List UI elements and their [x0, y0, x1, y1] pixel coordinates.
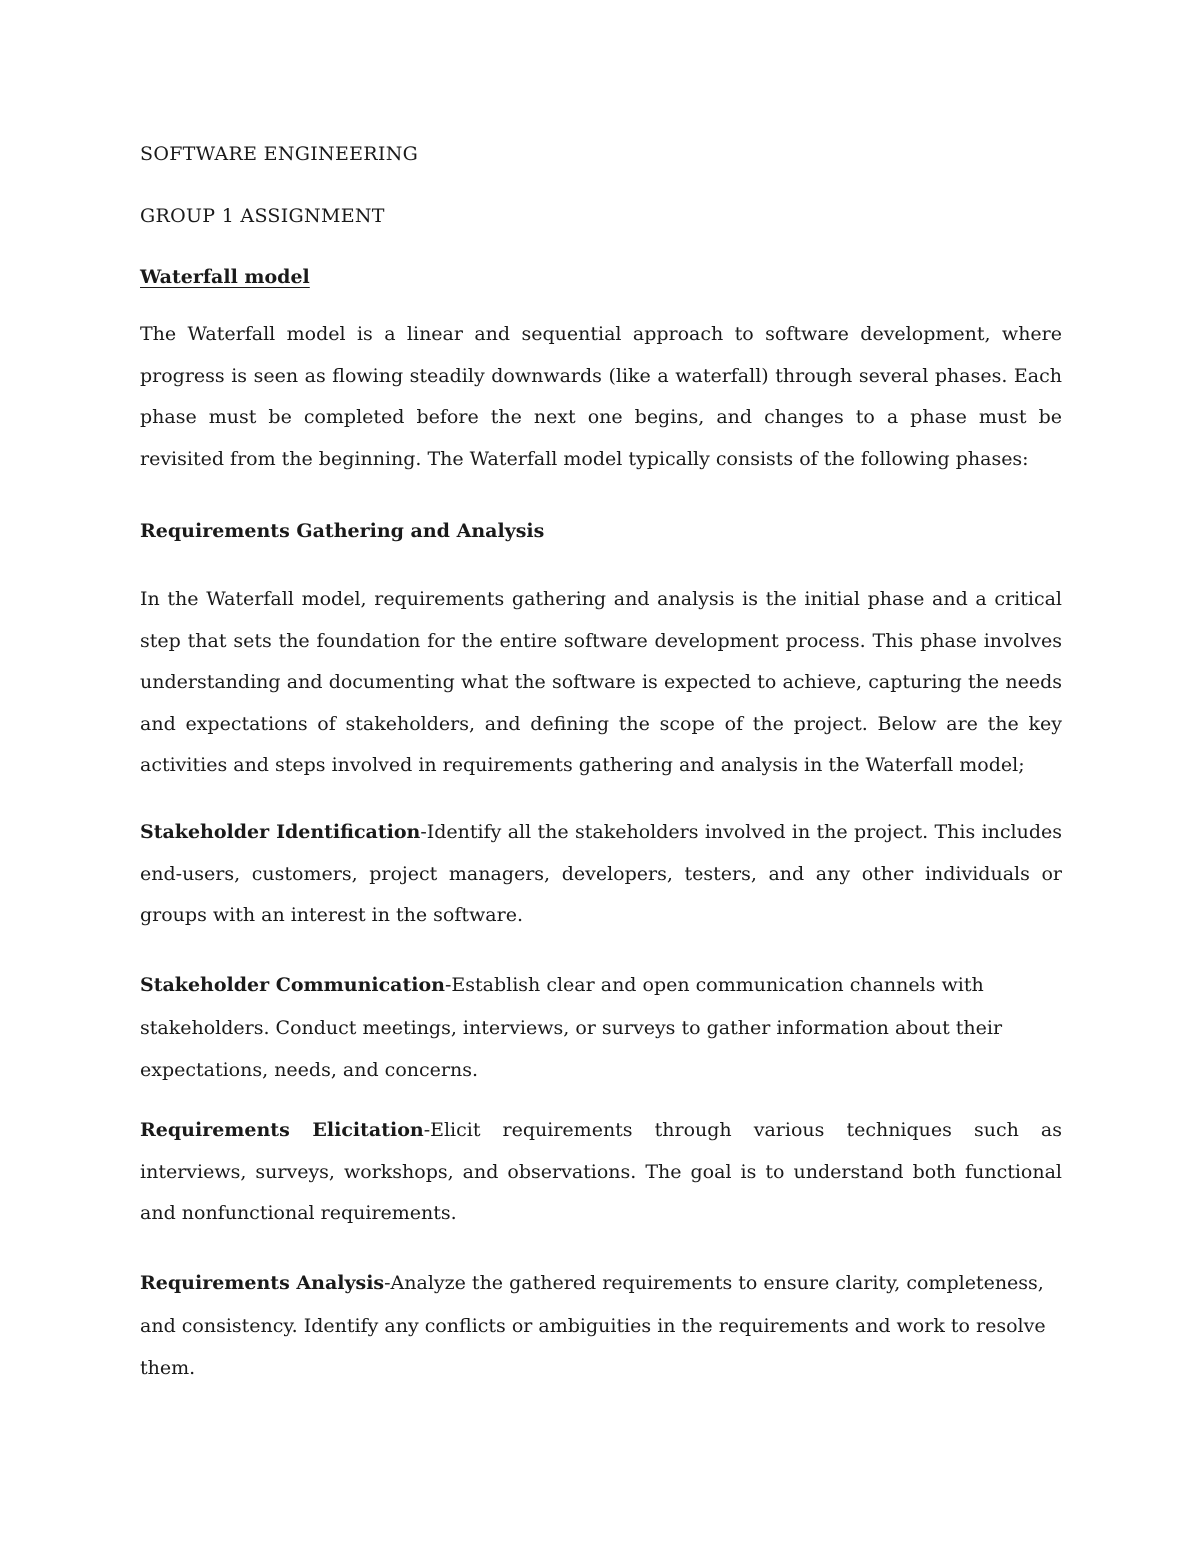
activity-term: Stakeholder Identification	[140, 821, 421, 843]
activity-text: -Identify all the stakeholders involved in the project. This includes end-users, customers, project managers, developers, testers, and any other individuals or groups with an interest in the software.	[140, 821, 1062, 926]
section-heading-waterfall: Waterfall model	[140, 266, 310, 288]
document-title: SOFTWARE ENGINEERING	[140, 143, 419, 165]
paragraph-requirements: In the Waterfall model, requirements gathering and analysis is the initial phase and a critical step that sets the foundation for the entire software development process. This phase involves understanding and documenting what the software is expected to achieve, capturing the needs and expectations of stakeholders, and defining the scope of the project. Below are the key activities and steps involved in requirements gathering and analysis in the Waterfall model;	[140, 588, 1062, 776]
activity-text: -Analyze the gathered requirements to ensure clarity, completeness, and consistency. Identify any conflicts or ambiguities in the requirements and work to resolve them.	[140, 1272, 1046, 1379]
activity-stakeholder-identification	[140, 812, 1062, 937]
activity-term: Requirements Elicitation	[140, 1119, 424, 1141]
activity-requirements-elicitation	[140, 1110, 1062, 1235]
document-subtitle: GROUP 1 ASSIGNMENT	[140, 205, 385, 227]
paragraph-waterfall: The Waterfall model is a linear and sequential approach to software development, where progress is seen as flowing steadily downwards (like a waterfall) through several phases. Each phase must be completed before the next one begins, and changes to a phase must be revisited from the beginning. The Waterfall model typically consists of the following phases:	[140, 323, 1062, 470]
activity-stakeholder-communication	[140, 964, 1062, 1092]
activity-text: -Establish clear and open communication channels with stakeholders. Conduct meetings, interviews, or surveys to gather information about their expectations, needs, and concerns.	[140, 974, 1003, 1081]
activity-term: Stakeholder Communication	[140, 974, 445, 996]
activity-text: -Elicit requirements through various techniques such as interviews, surveys, workshops, and observations. The goal is to understand both functional and nonfunctional requirements.	[140, 1119, 1062, 1224]
section-heading-requirements: Requirements Gathering and Analysis	[140, 520, 545, 542]
activity-term: Requirements Analysis	[140, 1272, 385, 1294]
activity-requirements-analysis	[140, 1262, 1062, 1390]
